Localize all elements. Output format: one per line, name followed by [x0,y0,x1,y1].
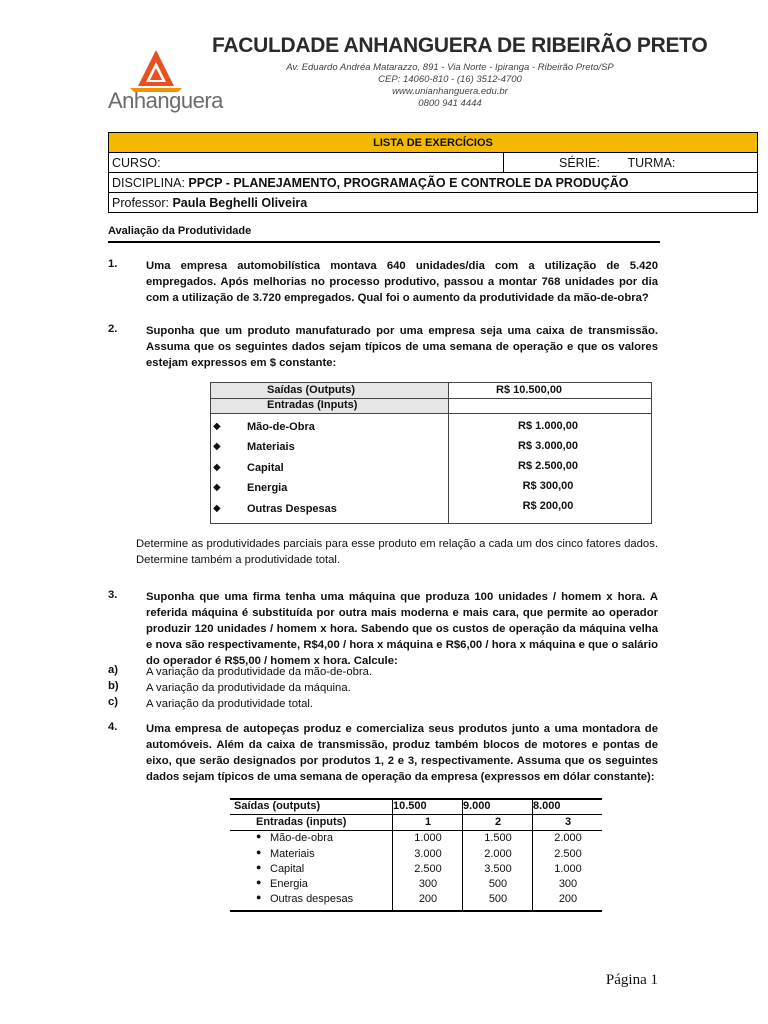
discipline-field [109,173,758,193]
question-1-text: Uma empresa automobilística montava 640 unidades/dia com a utilização de 5.420 empregados. Após melhorias no processo produtivo, passou a montar 768 unidades por dia com a utilização de 3.720 empregados. Qual foi o aumento da produtividade da mão-de-obra? [146,260,658,304]
outputs-label: Saídas (Outputs) [267,384,356,396]
t2-outputs-label: Saídas (outputs) [234,800,321,812]
input-row-value: 500 [488,893,508,905]
address-line: Av. Eduardo Andréa Matarazzo, 891 - Via Norte - Ipiranga - Ribeirão Preto/SP [286,62,614,73]
bullet-icon: ● [256,862,262,872]
input-row-label: Capital [270,863,305,875]
input-row-label: Mão-de-obra [270,832,333,844]
course-field: CURSO: [109,153,504,173]
input-row-value: 1.000 [554,863,582,875]
t2-inputs-label: Entradas (inputs) [256,816,347,828]
input-row-value: 1.000 [414,832,442,844]
professor-value: Paula Beghelli Oliveira [172,195,308,210]
input-row-value: 1.500 [484,832,512,844]
professor-field [109,193,758,213]
input-row-label: Materiais [247,441,295,453]
input-row-label: Mão-de-Obra [247,421,315,433]
inputs-outputs-table [210,382,652,524]
input-row-value: R$ 300,00 [522,480,574,492]
input-row-value: R$ 200,00 [522,500,574,512]
bullet-icon: ● [256,831,262,841]
output-value: 8.000 [533,800,561,812]
website-link[interactable]: www.unianhanguera.edu.br [392,86,508,97]
question-3-text: Suponha que uma firma tenha uma máquina que produza 100 unidades / homem x hora. A referida máquina é substituída por outra mais moderna e mais cara, que permite ao operador produzir 120 unidades / homem x hora. Sabendo que os custos de operação da máquina velha e nova são respectivamente, R$4,00 / hora x máquina e R$6,00 / hora x máquina e que o salário do operador é R$5,00 / homem x hora. Calcule: [146,591,658,667]
course-info-table [108,132,758,213]
logo-wordmark: Anhanguera [108,88,223,113]
item-text: A variação da produtividade total. [146,698,314,710]
input-row-value: 2.000 [484,848,512,860]
input-row-value: 500 [488,878,508,890]
question-4-text: Uma empresa de autopeças produz e comercializa seus produtos junto a uma montadora de automóveis. Além da caixa de transmissão, produz também blocos de motores e pontas de eixo, que serão designados por produtos 1, 2 e 3, respectivamente. Assuma que os seguintes dados sejam típicos de uma semana de operação da empresa (expressos em dólar constante): [146,723,658,783]
input-row-value: 2.500 [414,863,442,875]
products-table [230,798,602,912]
input-row-value: R$ 1.000,00 [518,420,578,432]
input-row-label: Materiais [270,848,315,860]
item-text: A variação da produtividade da mão-de-obra. [146,666,373,678]
bullet-icon: ◆ [213,503,221,514]
professor-label: Professor: [112,195,169,210]
turma-label: TURMA: [627,155,676,170]
question-3-number: 3. [108,589,118,601]
bullet-icon: ● [256,892,262,902]
list-title: LISTA DE EXERCÍCIOS [109,133,758,153]
bullet-icon: ◆ [213,462,221,473]
output-value: 9.000 [463,800,491,812]
bullet-icon: ● [256,877,262,887]
phone-line: 0800 941 4444 [418,98,482,109]
outputs-value: R$ 10.500,00 [496,384,563,396]
bullet-icon: ● [256,847,262,857]
input-row-value: 3.000 [414,848,442,860]
product-number: 3 [564,816,572,828]
product-number: 1 [424,816,432,828]
input-row-value: 3.500 [484,863,512,875]
item-text: A variação da produtividade da máquina. [146,682,351,694]
input-row-label: Capital [247,462,284,474]
question-2-text: Suponha que um produto manufaturado por uma empresa seja uma caixa de transmissão. Assuma que os seguintes dados sejam típicos de uma semana de operação e que os valores estejam expressos em $ constante: [146,325,658,369]
input-row-value: 2.000 [554,832,582,844]
section-divider [108,241,660,243]
discipline-label: DISCIPLINA: [112,175,185,190]
input-row-value: 300 [558,878,578,890]
input-row-value: 200 [418,893,438,905]
question-2-number: 2. [108,323,118,335]
item-letter: a) [108,664,119,676]
input-row-value: R$ 2.500,00 [518,460,578,472]
input-row-label: Energia [247,482,288,494]
item-letter: b) [108,680,119,692]
product-number: 2 [494,816,502,828]
bullet-icon: ◆ [213,482,221,493]
grade-class-field [504,153,758,173]
cep-line: CEP: 14060-810 - (16) 3512-4700 [378,74,522,85]
inputs-label: Entradas (Inputs) [267,399,358,411]
input-row-value: R$ 3.000,00 [518,440,578,452]
discipline-value: PPCP - PLANEJAMENTO, PROGRAMAÇÃO E CONTROLE DA PRODUÇÃO [188,175,629,190]
input-row-label: Energia [270,878,308,890]
output-value: 10.500 [393,800,427,812]
question-1-number: 1. [108,258,118,270]
input-row-value: 200 [558,893,578,905]
input-row-value: 300 [418,878,438,890]
input-row-value: 2.500 [554,848,582,860]
bullet-icon: ◆ [213,421,221,432]
question-4-number: 4. [108,721,118,733]
institution-name: FACULDADE ANHANGUERA DE RIBEIRÃO PRETO [212,34,708,57]
page-number: Página 1 [605,972,658,988]
input-row-label: Outras Despesas [247,503,337,515]
item-letter: c) [108,696,119,708]
bullet-icon: ◆ [213,441,221,452]
serie-label: SÉRIE: [559,155,600,170]
input-row-label: Outras despesas [270,893,354,905]
section-title: Avaliação da Produtividade [108,225,252,237]
question-2-instructions: Determine as produtividades parciais para esse produto em relação a cada um dos cinco fatores dados. Determine também a produtividade total. [136,538,658,566]
